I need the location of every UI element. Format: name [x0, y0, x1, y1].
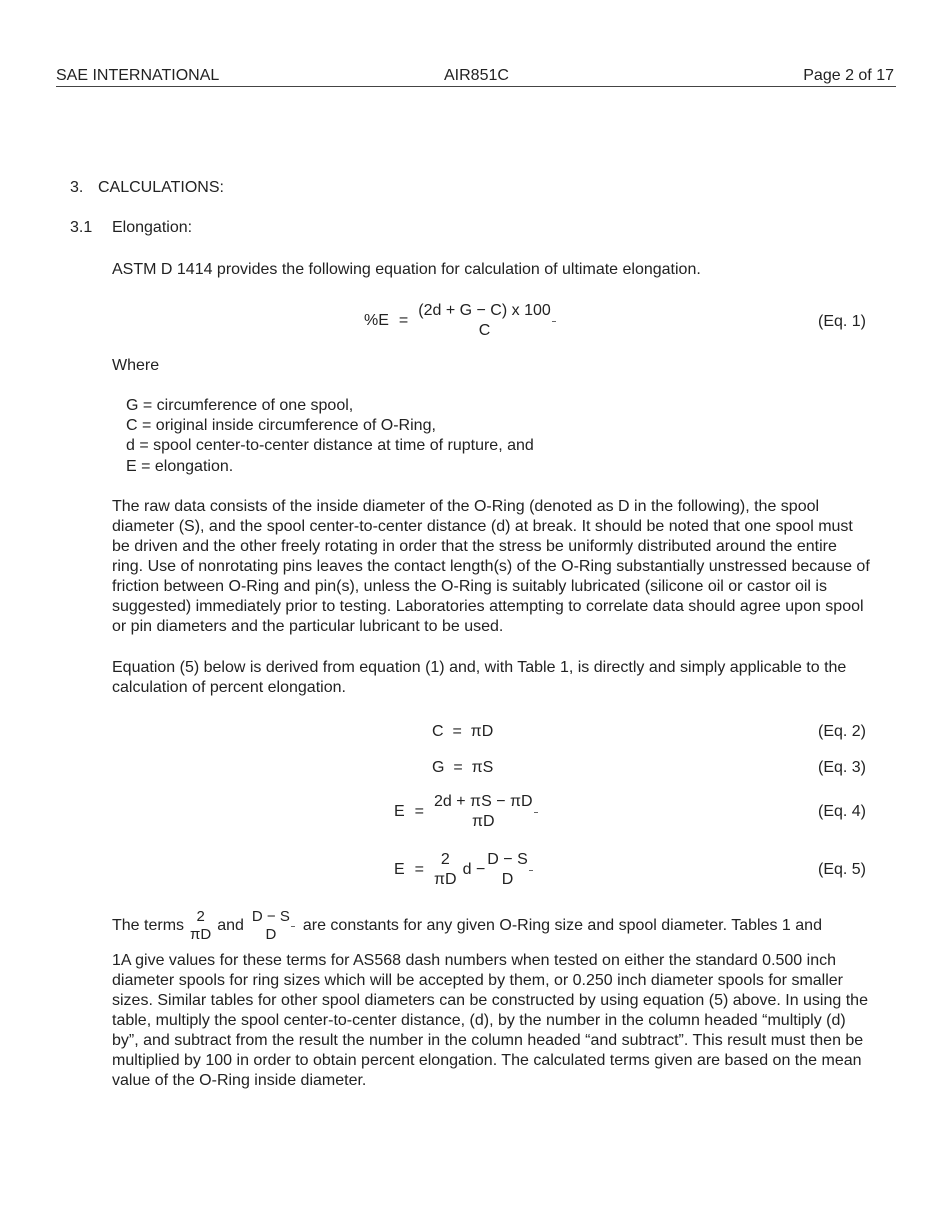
eq1-denominator: C [478, 322, 491, 339]
eq4-equals: = [414, 803, 425, 820]
eq5-fraction-bar [529, 869, 533, 871]
definition-e: E = elongation. [126, 458, 234, 475]
eq5-fraction-2 [487, 850, 527, 890]
terms-fraction-1 [190, 908, 211, 944]
eq1-fraction [418, 301, 551, 341]
eq4-label: (Eq. 4) [817, 803, 866, 820]
eq4-denominator: πD [472, 813, 495, 830]
eq4-numerator: 2d + πS − πD [434, 793, 533, 810]
terms-suffix: are constants for any given O-Ring size and spool diameter. Tables 1 and [302, 917, 822, 934]
eq5-label: (Eq. 5) [817, 861, 866, 878]
eq4-lhs: E [394, 803, 405, 820]
eq1-equals: = [398, 312, 409, 329]
equation-3: G = πS [432, 759, 494, 776]
definition-d: d = spool center-to-center distance at time of rupture, and [126, 437, 534, 454]
eq5-frac1-numerator: 2 [440, 851, 450, 868]
terms-line [112, 908, 822, 944]
eq3-label: (Eq. 3) [817, 759, 866, 776]
equation-2: C = πD [432, 723, 494, 740]
derivation-paragraph: Equation (5) below is derived from equation (1) and, with Table 1, is directly and simply applicable to the calculation of percent elongation. [112, 659, 847, 696]
definition-c: C = original inside circumference of O-Ring, [126, 417, 436, 434]
eq1-fraction-bar [552, 320, 556, 322]
terms-frac1-numerator: 2 [196, 908, 205, 925]
header-org: SAE INTERNATIONAL [56, 67, 220, 84]
eq4-fraction-bar [534, 811, 538, 813]
section-3-1-number: 3.1 [70, 219, 93, 236]
equation-5 [394, 850, 533, 890]
where-label: Where [112, 357, 160, 374]
eq1-numerator: (2d + G − C) x 100 [418, 302, 551, 319]
tables-paragraph: 1A give values for these terms for AS568 dash numbers when tested on either the standard 0.500 inch diameter spools for ring sizes which will be accepted by them, or 0.250 inch diameter spools for smaller sizes. Similar tables for other spool diameters can be constructed by using equation (5) above. In using the table, multiply the spool center-to-center distance, (d), by the number in the column headed “multiply (d) by”, and subtract from the result the number in the column headed “and subtract”. This result must then be multiplied by 100 in order to obtain percent elongation. The calculated terms given are based on the mean value of the O-Ring inside diameter. [112, 952, 868, 1089]
definition-g: G = circumference of one spool, [126, 397, 354, 414]
terms-prefix: The terms [112, 917, 185, 934]
section-3-number: 3. [70, 179, 84, 196]
terms-frac2-denominator: D [265, 926, 277, 943]
raw-data-paragraph: The raw data consists of the inside diameter of the O-Ring (denoted as D in the following), the spool diameter (S), and the spool center-to-center distance (d) at break. It should be noted that one spool must be driven and the other freely rotating in order that the stress be uniformly distributed around the entire ring. Use of nonrotating pins leaves the contact length(s) of the O-Ring substantially unstressed because of friction between O-Ring and pin(s), unless the O-Ring is suitably lubricated (silicone oil or castor oil is suggested) immediately prior to testing. Laboratories attempting to correlate data should agree upon spool or pin diameters and the particular lubricant to be used. [112, 498, 870, 635]
eq5-middle: d − [462, 861, 486, 878]
terms-fraction-bar [291, 925, 295, 927]
eq1-label: (Eq. 1) [817, 313, 866, 330]
eq2-label: (Eq. 2) [817, 723, 866, 740]
header-doc-id: AIR851C [444, 67, 509, 84]
eq4-fraction [434, 792, 533, 832]
header-rule [56, 86, 896, 87]
eq5-frac1-denominator: πD [434, 871, 457, 888]
equation-4 [394, 792, 538, 832]
intro-paragraph: ASTM D 1414 provides the following equation for calculation of ultimate elongation. [112, 261, 701, 278]
terms-and: and [217, 917, 244, 934]
terms-fraction-2 [252, 908, 290, 944]
equation-1 [364, 301, 556, 341]
eq5-lhs: E [394, 861, 405, 878]
terms-frac2-numerator: D − S [251, 908, 290, 925]
header-page-number: Page 2 of 17 [803, 67, 894, 84]
eq5-equals: = [414, 861, 425, 878]
section-3-1-title: Elongation: [112, 219, 193, 236]
section-3-title: CALCULATIONS: [98, 179, 224, 196]
terms-frac1-denominator: πD [190, 926, 212, 943]
eq5-frac2-numerator: D − S [487, 851, 528, 868]
eq1-lhs: %E [364, 312, 389, 329]
eq5-frac2-denominator: D [501, 871, 514, 888]
eq5-fraction-1 [434, 850, 457, 890]
